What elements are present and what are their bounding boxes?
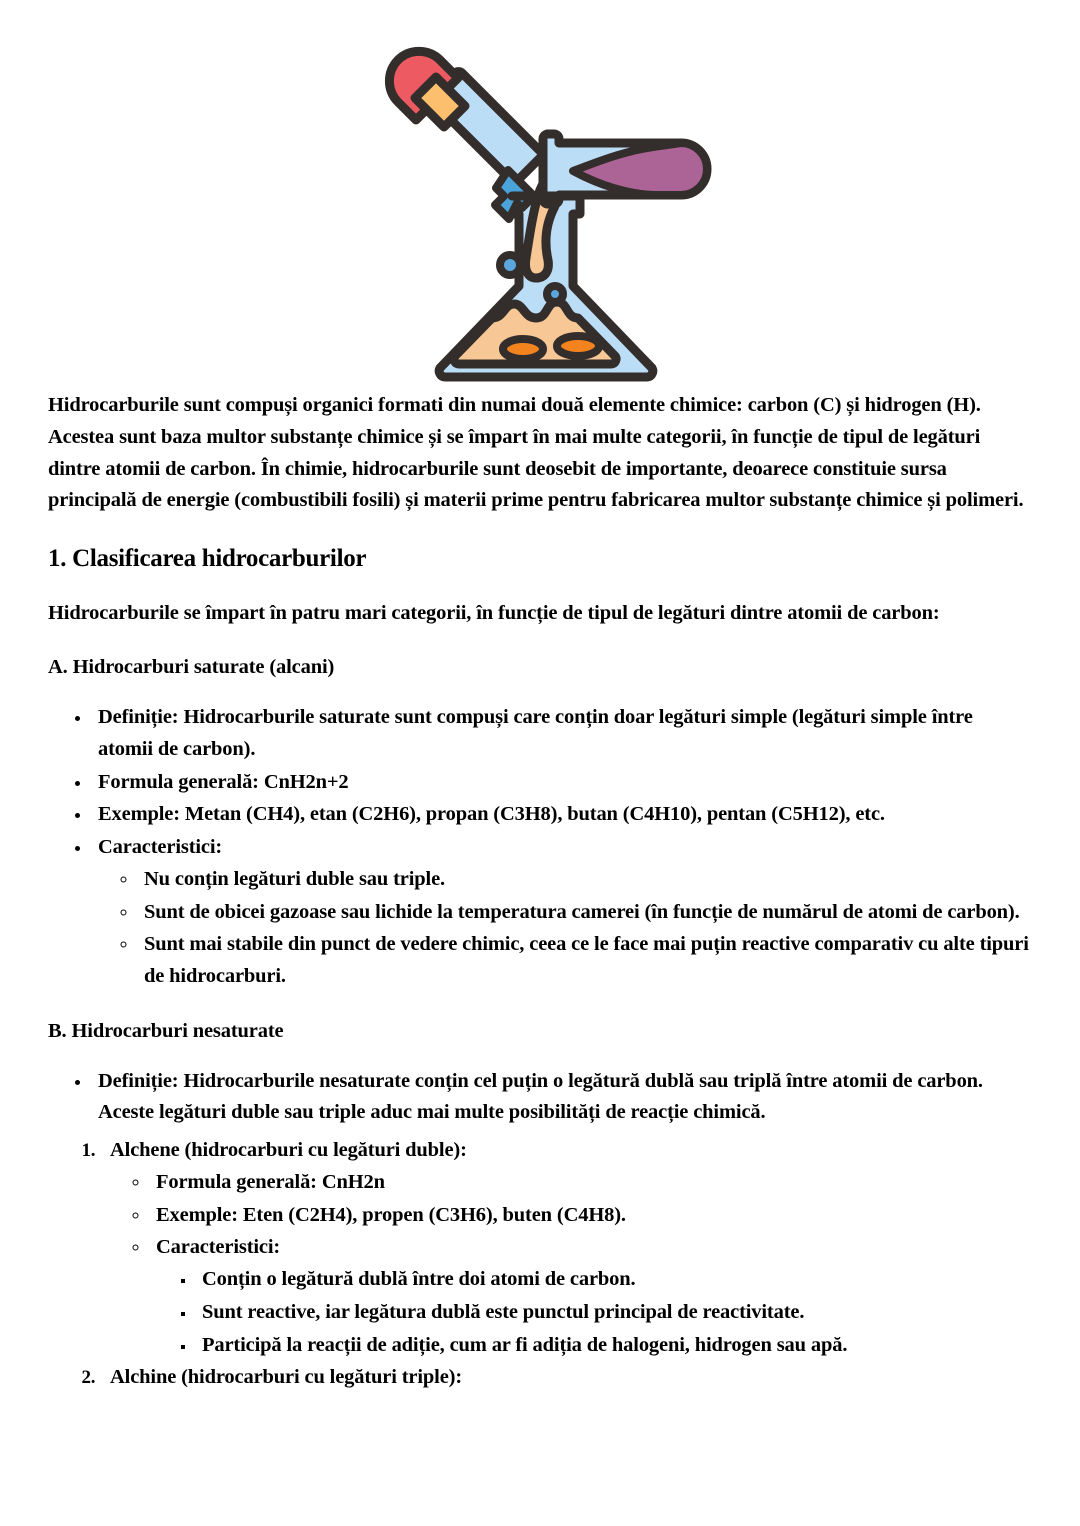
list-item: • Formula generală: CnH2n+2 bbox=[92, 767, 1032, 799]
list-item: ◦ Sunt mai stabile din punct de vedere chimic, ceea ce le face mai puțin reactive comparativ cu alte tipuri de hidrocarburi. bbox=[138, 929, 1032, 993]
intro-paragraph: Hidrocarburile sunt compuși organici formati din numai două elemente chimice: carbon (C) și hidrogen (H). Acestea sunt baza multor substanțe chimice și se împart în mai multe categorii, în funcție de tipul de legături dintre atomii de carbon. În chimie, hidrocarburile sunt deosebit de importante, deoarece constituie sursa principală de energie (combustibili fosili) și materii prime pentru fabricarea multor substanțe chimice și polimeri. bbox=[48, 394, 1024, 512]
list-item-label: Caracteristici: bbox=[156, 1236, 281, 1259]
unsaturated-definition-list bbox=[48, 1066, 1032, 1130]
lab-equipment-svg bbox=[360, 22, 720, 382]
section-lead-paragraph: Hidrocarburile se împart în patru mari categorii, în funcție de tipul de legături dintre atomii de carbon: bbox=[48, 601, 940, 624]
saturated-characteristics-list bbox=[98, 864, 1032, 993]
unsaturated-list-block bbox=[48, 1066, 1032, 1395]
list-item: • Definiție: Hidrocarburile nesaturate conțin cel puțin o legătură dublă sau triplă între atomii de carbon. Aceste legături duble sau triple aduc mai multe posibilități de reacție chimică. bbox=[92, 1066, 1032, 1130]
list-item: ▪ Participă la reacții de adiție, cum ar fi adiția de halogeni, hidrogen sau apă. bbox=[196, 1330, 1032, 1362]
bubble-large bbox=[500, 255, 520, 275]
list-item-caracteristici bbox=[150, 1232, 1032, 1361]
saturated-bullet-list bbox=[48, 702, 1032, 993]
list-item-caracteristici bbox=[92, 832, 1032, 993]
list-item: ◦ Exemple: Eten (C2H4), propen (C3H6), buten (C4H8). bbox=[150, 1200, 1032, 1232]
list-item: • Exemple: Metan (CH4), etan (C2H6), propan (C3H8), butan (C4H10), pentan (C5H12), etc. bbox=[92, 799, 1032, 831]
bubble-small bbox=[547, 286, 563, 302]
list-item: ◦ Nu conțin legături duble sau triple. bbox=[138, 864, 1032, 896]
list-item: ◦ Formula generală: CnH2n bbox=[150, 1167, 1032, 1199]
section-heading-classification: 1. Clasificarea hidrocarburilor bbox=[48, 545, 367, 573]
alchene-characteristics-list bbox=[156, 1264, 1032, 1361]
subheading-unsaturated-hydrocarbons: B. Hidrocarburi nesaturate bbox=[48, 1019, 284, 1042]
unsaturated-numbered-list bbox=[48, 1135, 1032, 1394]
list-item-label: Alchene (hidrocarburi cu legături duble): bbox=[110, 1139, 467, 1162]
subheading-saturated-hydrocarbons: A. Hidrocarburi saturate (alcani) bbox=[48, 656, 335, 679]
list-item: ▪ Sunt reactive, iar legătura dublă este punctul principal de reactivitate. bbox=[196, 1297, 1032, 1329]
chemistry-lab-illustration bbox=[48, 0, 1032, 390]
list-item: ▪ Conțin o legătură dublă între doi atomi de carbon. bbox=[196, 1264, 1032, 1296]
list-item-alchine: 2. Alchine (hidrocarburi cu legături triple): bbox=[100, 1362, 1032, 1394]
saturated-list-block bbox=[48, 702, 1032, 993]
list-item-alchene bbox=[100, 1135, 1032, 1361]
list-item: • Definiție: Hidrocarburile saturate sunt compuși care conțin doar legături simple (legături simple între atomii de carbon). bbox=[92, 702, 1032, 766]
alchene-sub-list bbox=[110, 1167, 1032, 1362]
list-item-label: Caracteristici: bbox=[98, 836, 223, 859]
list-item: ◦ Sunt de obicei gazoase sau lichide la temperatura camerei (în funcție de numărul de atomi de carbon). bbox=[138, 897, 1032, 929]
